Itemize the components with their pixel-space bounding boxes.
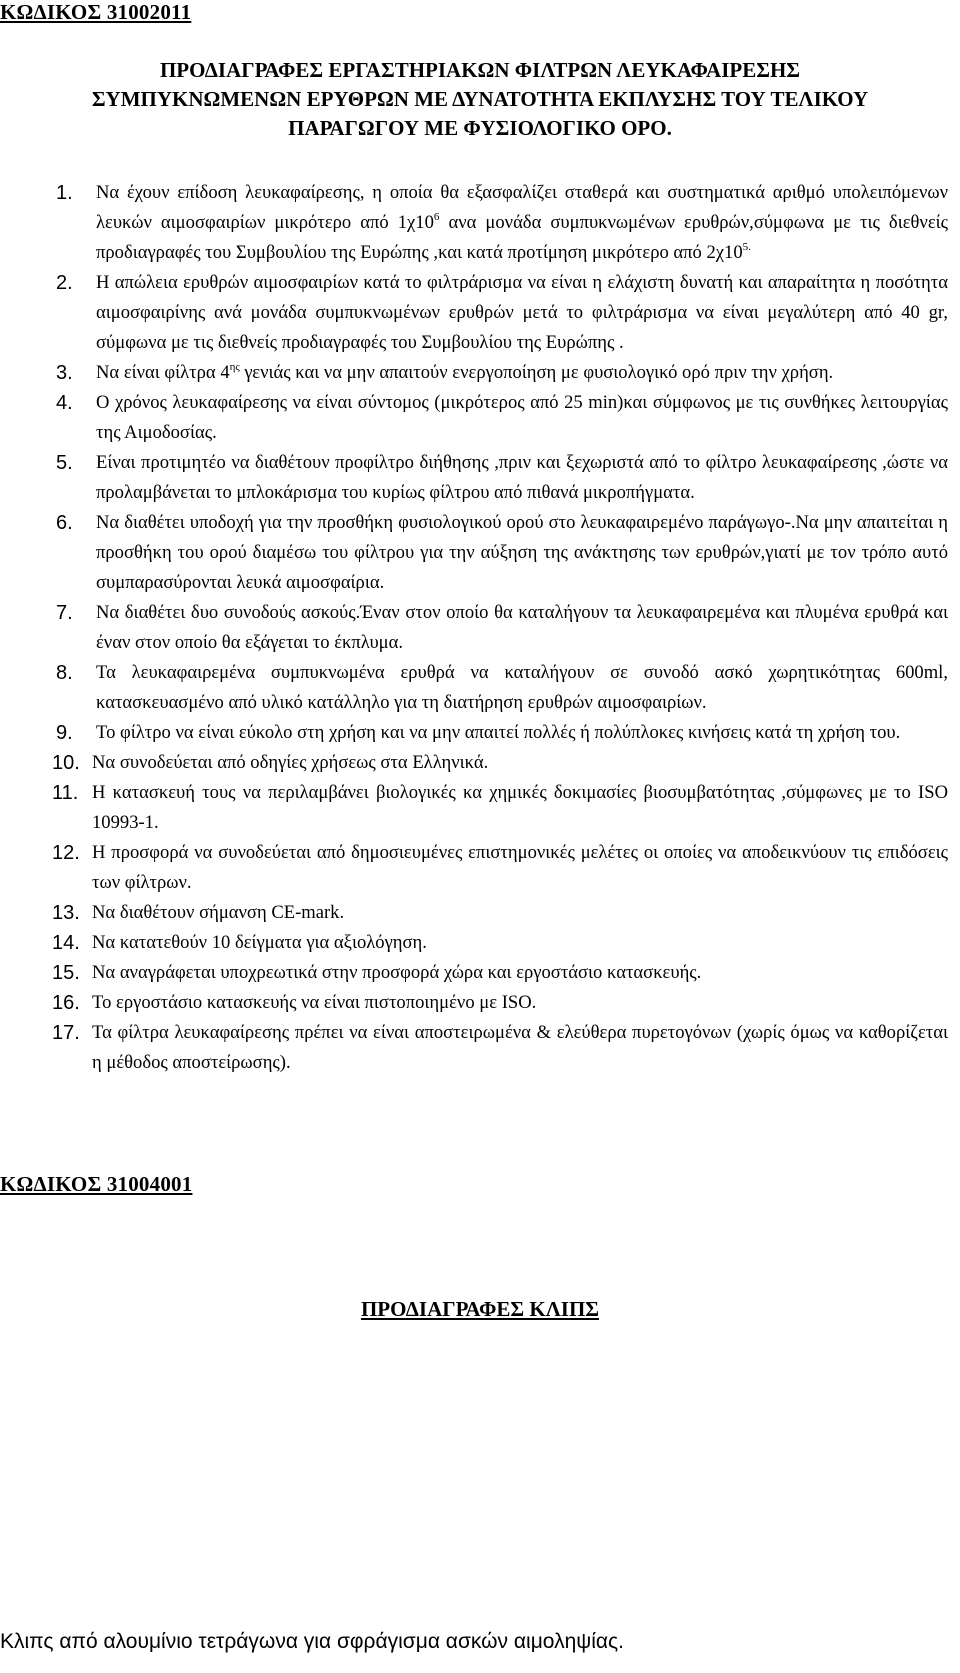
item-text: Το φίλτρο να είναι εύκολο στη χρήση και να μην απαιτεί πολλές ή πολύπλοκες κινήσεις κατά τη χρήση του. (96, 722, 901, 743)
item-superscript: 6 (433, 211, 440, 223)
item-number: 16. (52, 992, 80, 1014)
item-text: Η απώλεια ερυθρών αιμοσφαιρίων κατά το φιλτράρισμα να είναι η ελάχιστη δυνατή και απαραίτητα η ποσότητα αιμοσφαιρίνης ανά μονάδα συμπυκνωμένων ερυθρών μετά το φιλτράρισμα να είναι μεγαλύτερη από 40 gr, σύμφωνα με τις διεθνείς προδιαγραφές του Συμβουλίου της Ευρώπης . (96, 272, 948, 353)
item-number: 15. (52, 962, 80, 984)
item-text: Η κατασκευή τους να περιλαμβάνει βιολογικές κα χημικές δοκιμασίες βιοσυμβατότητας ,σύμφωνες με το ISO 10993-1. (92, 782, 948, 833)
item-number: 11. (52, 782, 79, 804)
code-title-1: ΚΩΔΙΚΟΣ 31002011 (0, 0, 192, 24)
item-text: Τα φίλτρα λευκαφαίρεσης πρέπει να είναι αποστειρωμένα & ελεύθερα πυρετογόνων (χωρίς όμως να καθορίζεται η μέθοδος αποστείρωσης). (92, 1022, 948, 1073)
item-text (96, 178, 948, 268)
list-item (0, 178, 960, 268)
item-text: Τα λευκαφαιρεμένα συμπυκνωμένα ερυθρά να καταλήγουν σε συνοδό ασκό χωρητικότητας 600ml, κατασκευασμένο από υλικό κατάλληλο για τη διατήρηση ερυθρών αιμοσφαιρίων. (96, 662, 948, 713)
item-number: 9. (56, 722, 73, 744)
spec-title-line-2: ΣΥΜΠΥΚΝΩΜΕΝΩΝ ΕΡΥΘΡΩΝ ΜΕ ΔΥΝΑΤΟΤΗΤΑ ΕΚΠΛΥΣΗΣ ΤΟΥ ΤΕΛΙΚΟΥ (91, 87, 869, 111)
item-text: Η προσφορά να συνοδεύεται από δημοσιευμένες επιστημονικές μελέτες οι οποίες να αποδεικνύουν τις επιδόσεις των φίλτρων. (92, 842, 948, 893)
list-item (0, 718, 960, 748)
item-number: 6. (56, 512, 73, 534)
clip-spec-title: ΠΡΟΔΙΑΓΡΑΦΕΣ ΚΛΙΠΣ (360, 1297, 600, 1321)
item-number: 4. (56, 392, 73, 414)
code-title-2: ΚΩΔΙΚΟΣ 31004001 (0, 1172, 193, 1196)
item-number: 10. (52, 752, 80, 774)
item-text: Να κατατεθούν 10 δείγματα για αξιολόγηση. (92, 932, 427, 953)
item-text (96, 358, 948, 388)
list-item (0, 748, 960, 778)
list-item (0, 898, 960, 928)
list-item (0, 778, 960, 838)
item-text: Να συνοδεύεται από οδηγίες χρήσεως στα Ελληνικά. (92, 752, 489, 773)
list-item (0, 838, 960, 898)
item-text-part: Να είναι φίλτρα 4 (96, 362, 230, 383)
list-item (0, 448, 960, 508)
item-text: Είναι προτιμητέο να διαθέτουν προφίλτρο διήθησης ,πριν και ξεχωριστά από το φίλτρο λευκαφαίρεσης ,ώστε να προλαμβάνεται το μπλοκάρισμα του κυρίως φίλτρου από πιθανά μικροπήγματα. (96, 452, 948, 503)
item-number: 8. (56, 662, 73, 684)
item-number: 3. (56, 362, 73, 384)
item-text: Να διαθέτουν σήμανση CE-mark. (92, 902, 345, 923)
item-text-part: γενιάς και να μην απαιτούν ενεργοποίηση με φυσιολογικό ορό πριν την χρήση. (239, 362, 834, 383)
spec-list (0, 178, 960, 1078)
list-item (0, 928, 960, 958)
spec-title-line-1: ΠΡΟΔΙΑΓΡΑΦΕΣ ΕΡΓΑΣΤΗΡΙΑΚΩΝ ΦΙΛΤΡΩΝ ΛΕΥΚΑΦΑΙΡΕΣΗΣ (159, 58, 801, 82)
item-number: 2. (56, 272, 73, 294)
item-superscript: ης (229, 361, 240, 373)
item-number: 17. (52, 1022, 80, 1044)
item-text: Να διαθέτει δυο συνοδούς ασκούς.Έναν στον οποίο θα καταλήγουν τα λευκαφαιρεμένα και πλυμένα ερυθρά και έναν στον οποίο θα εξάγεται το έκπλυμα. (96, 602, 948, 653)
list-item (0, 988, 960, 1018)
list-item (0, 598, 960, 658)
item-number: 7. (56, 602, 73, 624)
clip-description: Κλιπς από αλουμίνιο τετράγωνα για σφράγισμα ασκών αιμοληψίας. (0, 1630, 624, 1653)
item-number: 1. (56, 182, 73, 204)
item-text: Το εργοστάσιο κατασκευής να είναι πιστοποιημένο με ISO. (92, 992, 537, 1013)
item-superscript: 5. (742, 241, 751, 253)
item-text: Να αναγράφεται υποχρεωτικά στην προσφορά χώρα και εργοστάσιο κατασκευής. (92, 962, 702, 983)
spec-title (0, 56, 960, 143)
item-text: Να διαθέτει υποδοχή για την προσθήκη φυσιολογικού ορού στο λευκαφαιρεμένο παράγωγο-.Να μην απαιτείται η προσθήκη του ορού διαμέσω του φίλτρου για την αύξηση της ανάκτησης των ερυθρών,γιατί με τον τρόπο αυτό συμπαρασύρονται λευκά αιμοσφαίρια. (96, 512, 948, 593)
item-text-part: Να έχουν επίδοση λευκαφαίρεσης, η οποία θα εξασφαλίζει σταθερά και συστηματικά αριθμό υπολειπόμενων λευκών αιμοσφαιρίων μικρότερο από 1χ10 (96, 182, 948, 233)
item-number: 5. (56, 452, 73, 474)
list-item (0, 268, 960, 358)
list-item (0, 388, 960, 448)
item-text-part: ανα μονάδα συμπυκνωμένων ερυθρών,σύμφωνα με τις διεθνείς προδιαγραφές του Συμβουλίου της Ευρώπης ,και κατά προτίμηση μικρότερο από 2χ10 (96, 212, 948, 263)
list-item (0, 508, 960, 598)
item-number: 12. (52, 842, 80, 864)
list-item (0, 358, 960, 388)
item-text: Ο χρόνος λευκαφαίρεσης να είναι σύντομος (μικρότερος από 25 min)και σύμφωνος με τις συνθήκες λειτουργίας της Αιμοδοσίας. (96, 392, 948, 443)
item-number: 14. (52, 932, 80, 954)
list-item (0, 1018, 960, 1078)
list-item (0, 958, 960, 988)
item-number: 13. (52, 902, 80, 924)
list-item (0, 658, 960, 718)
spec-title-line-3: ΠΑΡΑΓΩΓΟΥ ΜΕ ΦΥΣΙΟΛΟΓΙΚΟ ΟΡΟ. (288, 116, 672, 140)
